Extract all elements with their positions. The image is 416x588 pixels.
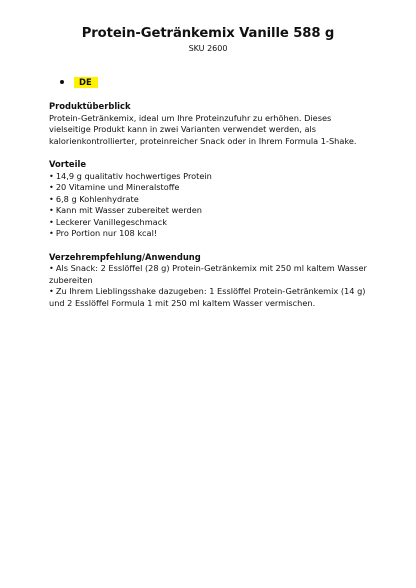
bullet-icon: •	[49, 182, 54, 192]
usage-heading: Verzehrempfehlung/Anwendung	[49, 251, 201, 262]
overview-heading: Produktüberblick	[49, 101, 131, 111]
language-badge: DE	[74, 77, 98, 88]
list-item: • Kann mit Wasser zubereitet werden	[49, 205, 202, 215]
bullet-icon: •	[49, 228, 54, 238]
sku-label: SKU 2600	[188, 44, 228, 53]
bullet-icon: •	[49, 193, 54, 204]
bullet-icon: •	[49, 205, 54, 215]
bullet-icon: •	[49, 170, 54, 181]
list-item: • 20 Vitamine und Mineralstoffe	[49, 182, 180, 192]
bullet-icon: •	[49, 263, 54, 273]
bullet-icon: •	[49, 216, 54, 227]
page-title: Protein-Getränkemix Vanille 588 g	[81, 26, 335, 41]
list-item: • Zu Ihrem Lieblingsshake dazugeben: 1 Esslöffel Protein-Getränkemix (14 g) und 2 Esslöffel Formula 1 mit 250 ml kaltem Wasser vermischen.	[49, 286, 366, 308]
list-item: • Als Snack: 2 Esslöffel (28 g) Protein-Getränkemix mit 250 ml kaltem Wasser zubereiten	[49, 263, 367, 285]
list-item: • 6,8 g Kohlenhydrate	[49, 193, 139, 204]
language-list	[49, 75, 367, 89]
list-item: • Leckerer Vanillegeschmack	[49, 216, 167, 227]
bullet-icon	[60, 80, 64, 84]
usage-list	[49, 263, 367, 309]
list-item: • Pro Portion nur 108 kcal!	[49, 228, 158, 238]
bullet-icon: •	[49, 286, 54, 296]
list-item: • 14,9 g qualitativ hochwertiges Protein	[49, 170, 212, 181]
usage-section	[49, 252, 367, 310]
language-item-de	[60, 75, 367, 89]
benefits-section	[49, 159, 367, 240]
overview-section	[49, 101, 367, 147]
overview-text: Protein-Getränkemix, ideal um Ihre Proteinzufuhr zu erhöhen. Dieses vielseitige Produkt kann in zwei Varianten verwendet werden, als kalorienkontrollierter, proteinreicher Snack oder in Ihrem Formula 1-Shake.	[49, 112, 357, 146]
benefits-heading: Vorteile	[49, 159, 87, 169]
benefits-list	[49, 171, 367, 240]
